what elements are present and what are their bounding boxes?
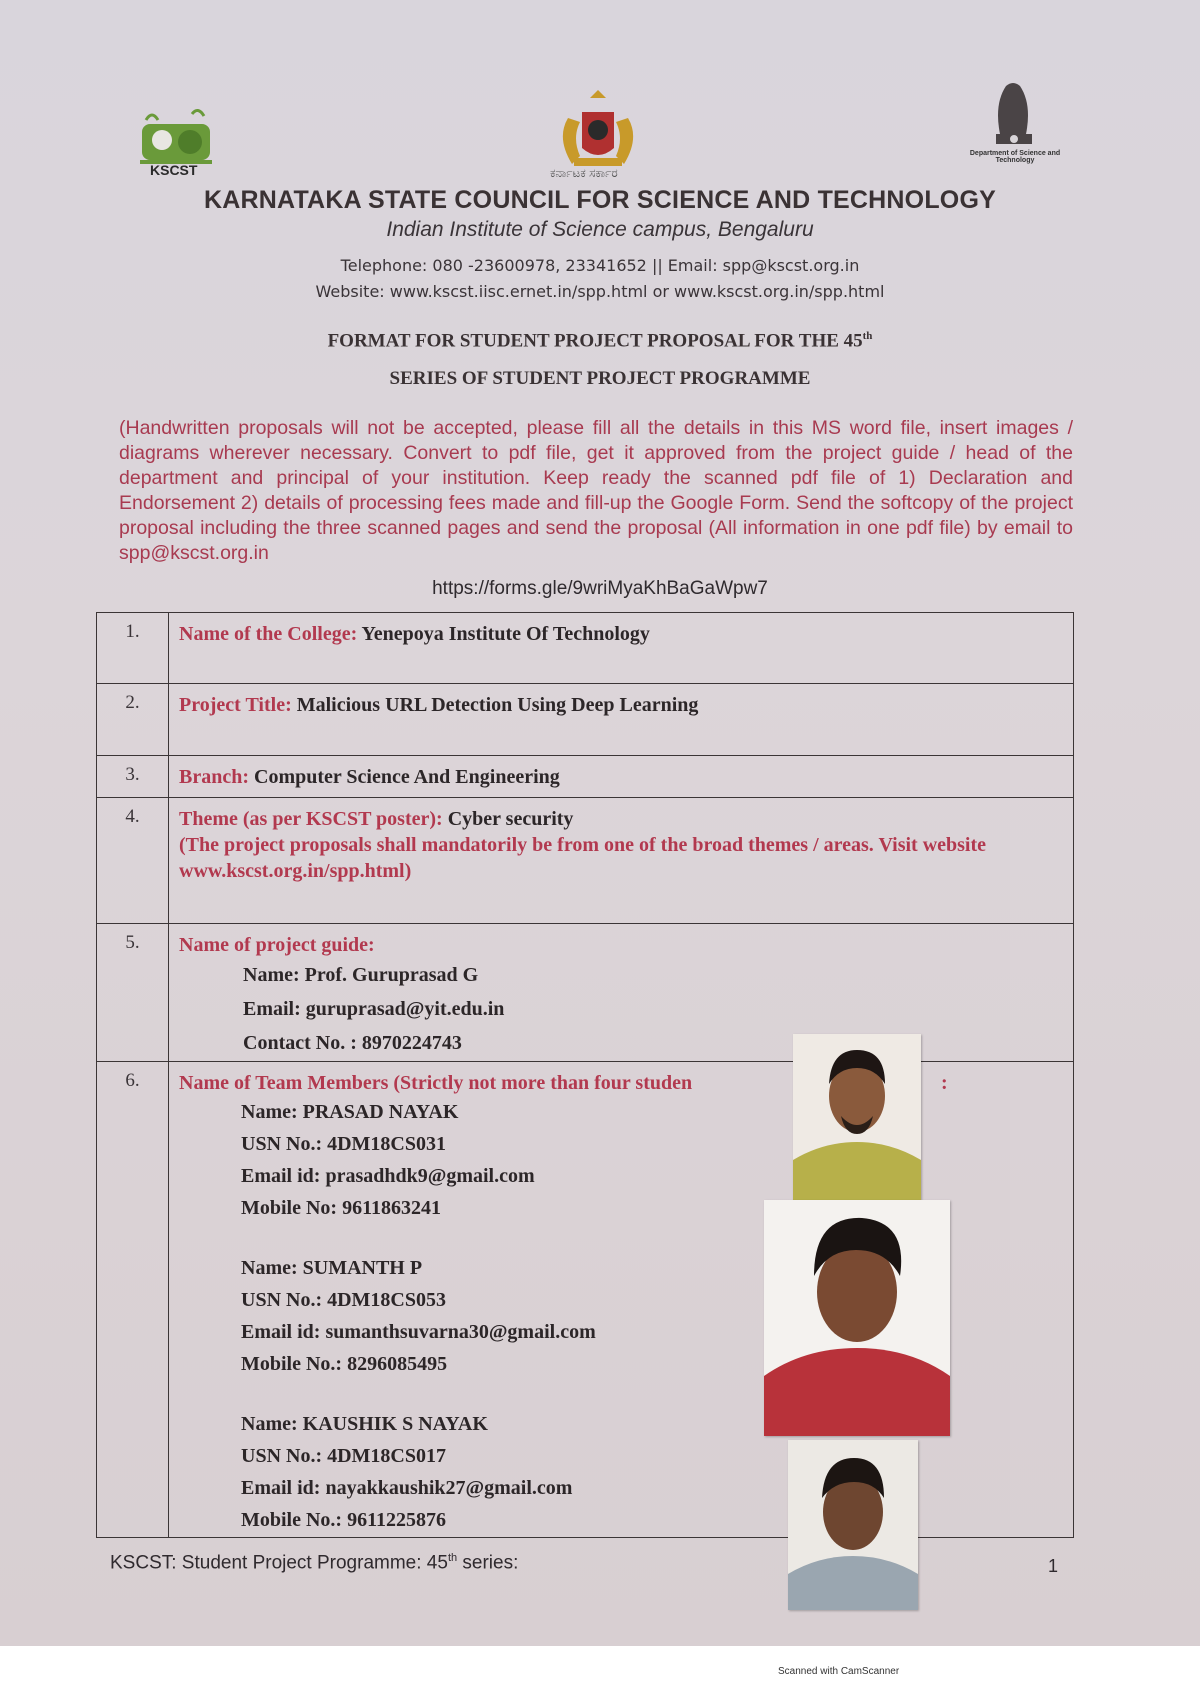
- field-label: Name of Team Members (Strictly not more than four studen: [179, 1072, 693, 1094]
- row-content: [179, 692, 1063, 718]
- table-row: [96, 612, 1074, 684]
- member-3-name: Name: KAUSHIK S NAYAK: [241, 1413, 488, 1435]
- kscst-logo-caption: KSCST: [150, 162, 198, 178]
- person-portrait-icon: [793, 1034, 921, 1200]
- website-line: Website: www.kscst.iisc.ernet.in/spp.html or www.kscst.org.in/spp.html: [315, 282, 885, 301]
- row-number: 6.: [97, 1062, 169, 1537]
- field-label: Name of project guide:: [179, 934, 375, 956]
- table-row: [96, 684, 1074, 756]
- guide-email: Email: guruprasad@yit.edu.in: [243, 998, 505, 1020]
- row-content: [179, 932, 1063, 1060]
- table-row: [96, 924, 1074, 1062]
- member-2-mobile: Mobile No.: 8296085495: [241, 1353, 448, 1375]
- member-1-usn: USN No.: 4DM18CS031: [241, 1133, 446, 1155]
- row-number: 1.: [97, 613, 169, 683]
- member-2-usn: USN No.: 4DM18CS053: [241, 1289, 446, 1311]
- member-photo-3: [788, 1440, 918, 1610]
- theme-note: (The project proposals shall mandatorily be from one of the broad themes / areas. Visit website www.kscst.org.in/spp.html): [179, 834, 987, 882]
- field-value: Malicious URL Detection Using Deep Learning: [291, 694, 699, 716]
- instructions-paragraph: (Handwritten proposals will not be accepted, please fill all the details in this MS word file, insert images / diagrams wherever necessary. Convert to pdf file, get it approved from the project guide / head of the department and principal of your institution. Keep ready the scanned pdf file of 1) Declaration and Endorsement 2) details of processing fees made and fill-up the Google Form. Send the softcopy of the project proposal including the three scanned pages and send the proposal (All information in one pdf file) by email to spp@kscst.org.in: [119, 417, 1073, 564]
- member-2-name: Name: SUMANTH P: [241, 1257, 423, 1279]
- field-value: Computer Science And Engineering: [249, 766, 560, 788]
- org-title: KARNATAKA STATE COUNCIL FOR SCIENCE AND TECHNOLOGY: [204, 186, 996, 214]
- org-campus: Indian Institute of Science campus, Bengaluru: [386, 218, 814, 241]
- field-label: Project Title:: [179, 694, 292, 716]
- member-photo-2: [764, 1200, 950, 1436]
- row-content: [179, 806, 1063, 884]
- member-1-name: Name: PRASAD NAYAK: [241, 1101, 459, 1123]
- person-portrait-icon: [764, 1200, 950, 1436]
- karnataka-emblem-caption: ಕರ್ನಾಟಕ ಸರ್ಕಾರ: [550, 166, 618, 180]
- member-photo-1: [793, 1034, 921, 1200]
- google-form-link[interactable]: https://forms.gle/9wriMyaKhBaGaWpw7: [432, 578, 768, 599]
- india-emblem-caption: Department of Science and Technology: [969, 150, 1061, 164]
- member-1-email: Email id: prasadhdk9@gmail.com: [241, 1165, 535, 1187]
- field-value: Yenepoya Institute Of Technology: [357, 623, 650, 645]
- row-content: [179, 621, 1063, 647]
- field-label: Branch:: [179, 766, 249, 788]
- format-heading-line1: FORMAT FOR STUDENT PROJECT PROPOSAL FOR THE 45th: [327, 330, 873, 352]
- row-number: 3.: [97, 756, 169, 797]
- field-label: Theme (as per KSCST poster):: [179, 808, 443, 830]
- field-label: Name of the College:: [179, 623, 358, 645]
- person-portrait-icon: [788, 1440, 918, 1610]
- row-content: [179, 764, 1063, 790]
- guide-name: Name: Prof. Guruprasad G: [243, 964, 479, 986]
- field-value: Cyber security: [442, 808, 574, 830]
- guide-contact: Contact No. : 8970224743: [243, 1032, 462, 1054]
- page-number: 1: [1048, 1556, 1059, 1576]
- row-number: 2.: [97, 684, 169, 755]
- member-3-mobile: Mobile No.: 9611225876: [241, 1509, 446, 1531]
- footer-series: KSCST: Student Project Programme: 45th series:: [110, 1552, 519, 1574]
- member-3-usn: USN No.: 4DM18CS017: [241, 1445, 446, 1467]
- member-3-email: Email id: nayakkaushik27@gmail.com: [241, 1477, 573, 1499]
- member-1-mobile: Mobile No: 9611863241: [241, 1197, 441, 1219]
- row-number: 4.: [97, 798, 169, 923]
- table-row: [96, 798, 1074, 924]
- format-heading-line2: SERIES OF STUDENT PROJECT PROGRAMME: [389, 368, 811, 389]
- scanner-watermark: Scanned with CamScanner: [778, 1666, 900, 1677]
- field-label-trail: :: [941, 1072, 948, 1094]
- telephone-line: Telephone: 080 -23600978, 23341652 || Email: spp@kscst.org.in: [340, 256, 860, 275]
- member-2-email: Email id: sumanthsuvarna30@gmail.com: [241, 1321, 596, 1343]
- table-row: [96, 756, 1074, 798]
- row-number: 5.: [97, 924, 169, 1061]
